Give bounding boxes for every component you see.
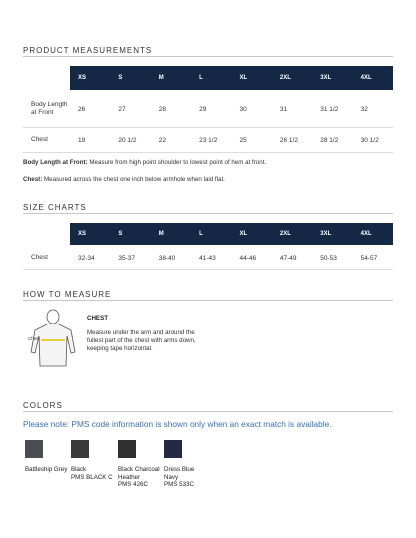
table-cell: 23 1/2 <box>199 136 218 144</box>
row-divider <box>23 152 393 153</box>
note-term: Chest: <box>23 176 43 183</box>
size-header: L <box>199 75 203 81</box>
size-header: S <box>118 231 123 237</box>
size-header: XL <box>239 231 248 237</box>
measurement-note <box>23 159 266 166</box>
table-row <box>23 252 393 264</box>
color-swatch-black[interactable] <box>71 440 89 458</box>
product-measurements-header <box>70 66 393 90</box>
row-divider <box>23 269 393 270</box>
table-cell: 32-34 <box>78 254 95 262</box>
size-header: XS <box>78 75 87 81</box>
swatch-name: Black Charcoal Heather <box>118 466 160 481</box>
table-cell: 44-46 <box>239 254 257 262</box>
note-text: Measure from high point shoulder to lowest point of hem at front. <box>87 159 267 166</box>
table-cell: 31 1/2 <box>320 105 339 113</box>
row-label: Body Length at Front <box>31 101 68 116</box>
section-divider <box>23 411 393 412</box>
size-header: 3XL <box>320 75 332 81</box>
size-charts-title: SIZE CHARTS <box>23 203 87 212</box>
size-charts-header <box>70 223 393 245</box>
size-header: S <box>118 75 123 81</box>
measurement-note <box>23 176 225 183</box>
section-divider <box>23 56 393 57</box>
size-header: M <box>158 75 164 81</box>
pms-note: Please note: PMS code information is shown only when an exact match is available. <box>23 419 332 429</box>
note-text: Measured across the chest one inch below armhole when laid flat. <box>42 176 225 183</box>
table-cell: 27 <box>118 105 126 113</box>
torso-figure-icon <box>25 306 85 376</box>
table-cell: 28 <box>158 105 166 113</box>
table-cell: 54-57 <box>360 254 378 262</box>
swatch-name: Black <box>71 466 87 473</box>
figure-label: Chest <box>28 336 40 341</box>
table-cell: 28 1/2 <box>320 136 339 144</box>
table-cell: 25 <box>239 136 247 144</box>
size-header: 2XL <box>279 231 291 237</box>
table-row <box>23 96 393 122</box>
swatch-pms: PMS 533C <box>164 481 194 488</box>
body-figure <box>25 306 85 376</box>
swatch-name: Battleship Grey <box>25 466 68 473</box>
table-cell: 31 <box>279 105 288 113</box>
size-header: 4XL <box>360 75 372 81</box>
table-cell: 20 1/2 <box>118 136 137 144</box>
table-cell: 38-40 <box>158 254 176 262</box>
table-cell: 47-49 <box>279 254 297 262</box>
measure-heading: CHEST <box>87 315 108 322</box>
row-label: Chest <box>31 254 48 261</box>
section-divider <box>23 213 393 214</box>
table-cell: 50-53 <box>320 254 337 262</box>
size-header: XS <box>78 231 87 237</box>
swatch-label <box>71 466 117 481</box>
table-cell: 29 <box>199 105 207 113</box>
swatch-label <box>164 466 204 489</box>
size-header: 2XL <box>279 75 291 81</box>
size-header: XL <box>239 75 248 81</box>
swatch-pms: PMS BLACK C <box>71 473 113 481</box>
table-cell: 32 <box>360 105 368 113</box>
table-cell: 19 <box>78 136 86 144</box>
size-header: 3XL <box>320 231 332 237</box>
table-cell: 35-37 <box>118 254 135 262</box>
size-header: 4XL <box>360 231 372 237</box>
note-term: Body Length at Front: <box>23 159 88 166</box>
product-measurements-title: PRODUCT MEASUREMENTS <box>23 46 153 55</box>
how-to-measure-title: HOW TO MEASURE <box>23 290 112 299</box>
swatch-label <box>118 466 162 489</box>
color-swatch-battleship-grey[interactable] <box>25 440 43 458</box>
measure-instructions: Measure under the arm and around the fullest part of the chest with arms down, keeping tape horizontal. <box>87 329 196 352</box>
size-header: L <box>199 231 203 237</box>
section-divider <box>23 300 393 301</box>
table-cell: 30 1/2 <box>360 136 379 144</box>
table-cell: 41-43 <box>199 254 216 262</box>
row-divider <box>23 127 393 128</box>
swatch-pms: PMS 426C <box>118 481 148 488</box>
color-swatch-dress-blue-navy[interactable] <box>164 440 182 458</box>
swatch-name: Dress Blue Navy <box>164 466 195 481</box>
colors-title: COLORS <box>23 401 63 410</box>
row-label: Chest <box>31 136 48 143</box>
table-cell: 22 <box>158 136 166 144</box>
size-header: M <box>158 231 164 237</box>
color-swatch-black-charcoal-heather[interactable] <box>118 440 136 458</box>
table-cell: 30 <box>239 105 247 113</box>
swatch-label <box>25 466 69 474</box>
table-cell: 26 1/2 <box>279 136 298 144</box>
table-row <box>23 132 393 148</box>
table-cell: 26 <box>78 105 86 113</box>
